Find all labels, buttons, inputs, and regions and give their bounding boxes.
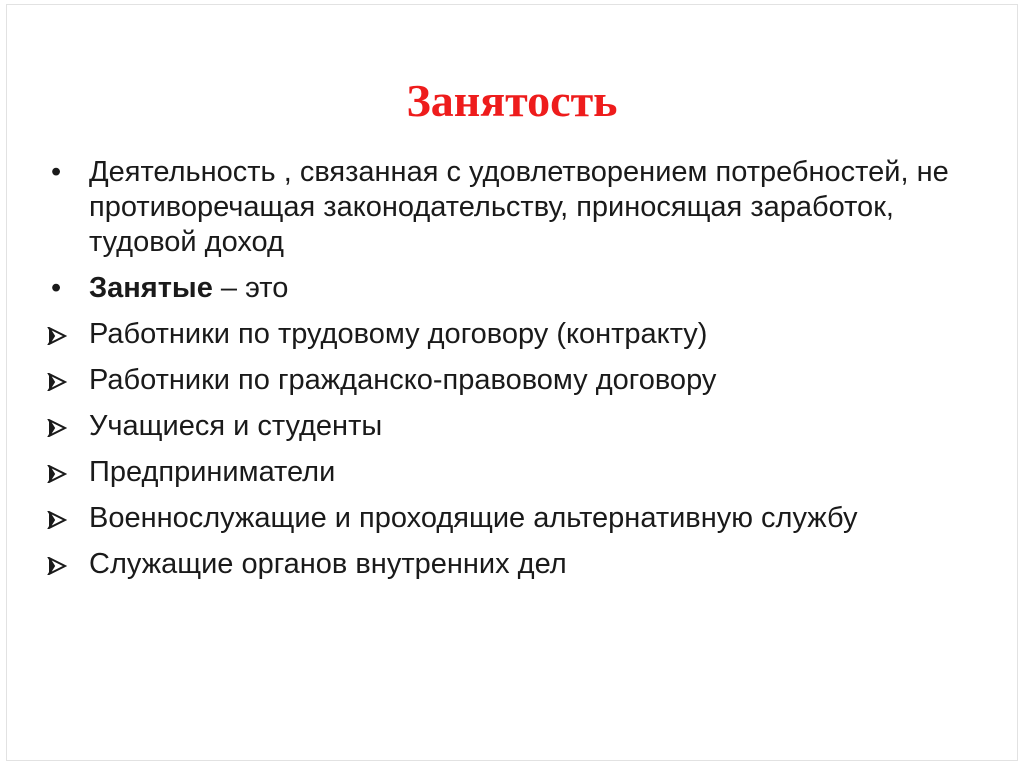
- bullet-dot-icon: •: [51, 272, 62, 304]
- slide: [6, 4, 1018, 761]
- arrow-bullet-icon: [47, 501, 83, 529]
- list-item-text: Предприниматели: [89, 456, 336, 488]
- list-item-text: Учащиеся и студенты: [89, 410, 383, 442]
- list-item-employed: [47, 271, 987, 306]
- arrow-bullet-icon: [47, 455, 83, 483]
- list-item-text: Деятельность , связанная с удовлетворением потребностей, не противоречащая законодательству, приносящая заработок, тудовой доход: [89, 156, 949, 258]
- arrow-bullet-icon: [47, 409, 83, 437]
- list-item-text: Работники по гражданско-правовому договору: [89, 364, 717, 396]
- list-item-text: – это: [212, 272, 289, 304]
- arrow-bullet-icon: [47, 547, 83, 575]
- bullet-dot-icon: •: [51, 156, 62, 188]
- list-item-text: Служащие органов внутренних дел: [89, 548, 567, 580]
- list-item-civil-contract: [47, 363, 987, 398]
- list-item-definition: [47, 155, 987, 260]
- arrow-bullet-icon: [47, 363, 83, 391]
- list-item-internal-affairs: [47, 547, 987, 582]
- list-item-labor-contract: [47, 317, 987, 352]
- bullet-list: [47, 155, 987, 593]
- list-item-military: [47, 501, 987, 536]
- arrow-bullet-icon: [47, 317, 83, 345]
- list-item-students: [47, 409, 987, 444]
- slide-title: Занятость: [406, 75, 618, 126]
- list-item-text: Военнослужащие и проходящие альтернативную службу: [89, 502, 858, 534]
- list-item-text: Работники по трудовому договору (контракту): [89, 318, 708, 350]
- list-item-entrepreneurs: [47, 455, 987, 490]
- list-item-bold-term: Занятые: [89, 272, 213, 304]
